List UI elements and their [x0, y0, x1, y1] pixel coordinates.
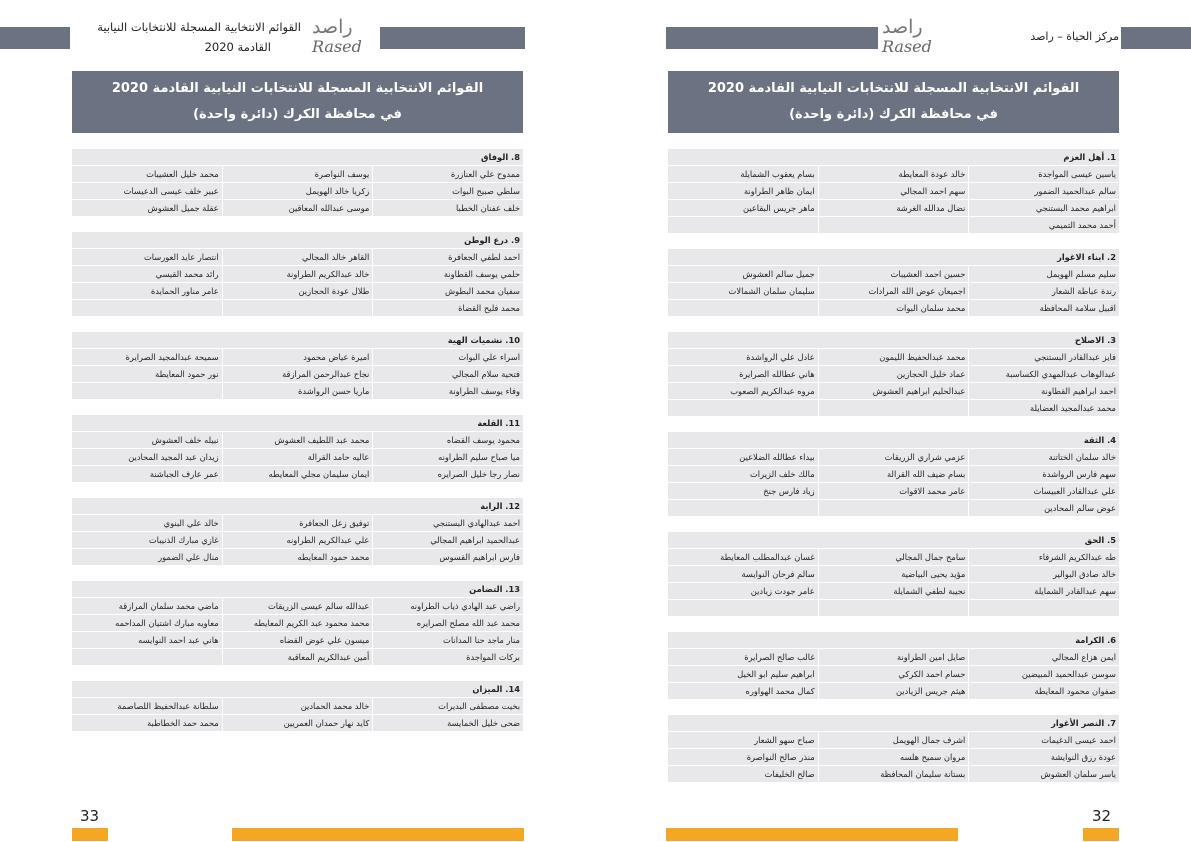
table-row [668, 600, 1119, 616]
candidate-name: محمد حمد الخطاطبة [147, 718, 219, 728]
list-spacer [72, 316, 523, 332]
table-row [72, 383, 523, 399]
table-row [72, 515, 523, 531]
candidate-name: احمد لطفي الجعافرة [372, 249, 523, 265]
candidate-name: عقلة جميل العشوش [147, 203, 219, 213]
table-row [72, 349, 523, 365]
candidate-name: سهم احمد المجالي [818, 183, 969, 199]
candidate-name: محمود يوسف القضاه [372, 432, 523, 448]
candidate-name: سلطانة عبدالحفيظ اللصاصمة [117, 701, 219, 711]
candidate-name: عمر عارف الجباشنة [149, 469, 219, 479]
candidate-name: كايد نهار حمدان العمريين [222, 715, 373, 731]
right-lists-body [668, 133, 1119, 782]
candidate-name: احمد ابراهيم القطاونة [968, 383, 1119, 399]
list-spacer [668, 233, 1119, 249]
table-row [668, 349, 1119, 365]
candidate-name: عبدالحميد ابراهيم المجالي [372, 532, 523, 548]
candidate-name: محمد حمود المعايطه [222, 549, 373, 565]
candidate-name: نور حمود المعايطة [155, 369, 219, 379]
candidate-name: بخيت مصطفى البديرات [372, 698, 523, 714]
table-row [668, 466, 1119, 482]
candidate-name [668, 600, 818, 616]
list-spacer [72, 482, 523, 498]
list-title: 13. التضامن [72, 581, 523, 597]
list-title: 14. الميزان [72, 681, 523, 697]
table-row [72, 615, 523, 631]
list-spacer [668, 516, 1119, 532]
candidate-name: نصار رجا خليل الصرايره [372, 466, 523, 482]
candidate-name: سليمان سلمان الشمالات [728, 286, 815, 296]
candidate-name: فارس ابراهيم القسوس [372, 549, 523, 565]
table-row [668, 400, 1119, 416]
candidate-name: ايمان ظاهر الطراونة [743, 186, 815, 196]
candidate-name [818, 400, 969, 416]
candidate-name [668, 400, 818, 416]
table-row [668, 666, 1119, 682]
list-title: 5. الحق [668, 532, 1119, 548]
candidate-name: عبدالوهاب عبدالمهدي الكساسبة [968, 366, 1119, 382]
candidate-name: عبير خلف عيسى الدعيسات [123, 186, 219, 196]
logo-arabic-text: راصد [312, 16, 353, 38]
candidate-name: نبيله خلف العشوش [151, 435, 219, 445]
table-row [668, 566, 1119, 582]
candidate-name: محمد عبدالحفيظ الليمون [818, 349, 969, 365]
candidate-name: خالد علي البنوي [163, 518, 219, 528]
table-row [72, 698, 523, 714]
candidate-name: أمين عبدالكريم المعاقبة [222, 649, 373, 665]
candidate-name: سميحة عبدالمجيد الصرايرة [125, 352, 219, 362]
left-logo [312, 16, 382, 60]
candidate-name: سالم عبدالحميد الضمور [968, 183, 1119, 199]
candidate-name: صايل امين الطراونة [818, 649, 969, 665]
table-row [668, 683, 1119, 699]
candidate-name: محمد سلمان البوات [818, 300, 969, 316]
table-row [668, 766, 1119, 782]
list-title: 1. أهل العزم [668, 149, 1119, 165]
list-title: 11. القلعة [72, 415, 523, 431]
list-title: 10. نشميات الهية [72, 332, 523, 348]
candidate-name: ياسر سلمان العشوش [968, 766, 1119, 782]
table-title-line2: في محافظة الكرك (دائرة واحدة) [789, 107, 998, 122]
candidate-name: حسين احمد العشيبات [818, 266, 969, 282]
candidate-name: فايز عبدالقادر البستنجي [968, 349, 1119, 365]
candidate-name: عماد خليل الحجازين [818, 366, 969, 382]
candidate-name: محمد عبدالمجيد العضايلة [968, 400, 1119, 416]
candidate-name: كمال محمد الهواوره [745, 686, 815, 696]
left-header-title-line2: القادمة 2020 [204, 40, 271, 54]
candidate-name: حسام احمد الكركي [818, 666, 969, 682]
candidate-name: ايمن هزاع المجالي [968, 649, 1119, 665]
list-title: 3. الاصلاح [668, 332, 1119, 348]
candidate-name: سامح جمال المجالي [818, 549, 969, 565]
table-row [72, 649, 523, 665]
candidate-name: اسراء علي البوات [372, 349, 523, 365]
candidate-name: زياد فارس جنخ [763, 486, 815, 496]
list-spacer [72, 399, 523, 415]
candidate-name: بيداء عطالله الضلاعين [739, 452, 815, 462]
candidate-name: محمد خليل العشيبات [146, 169, 219, 179]
list-spacer [72, 133, 523, 149]
candidate-name: ابراهيم سليم ابو الخيل [737, 669, 815, 679]
table-title-line1: القوائم الانتخابية المسجلة للانتخابات النيابية القادمة 2020 [111, 81, 484, 96]
list-title: 4. الثقة [668, 432, 1119, 448]
candidate-name: بستانة سليمان المحافظة [818, 766, 969, 782]
table-row [72, 366, 523, 382]
table-row [72, 532, 523, 548]
breadcrumb: مركز الحياة – راصد [1030, 30, 1119, 43]
candidate-name: زيدان عبد المجيد المحادين [128, 452, 219, 462]
candidate-name: هاني عطالله الصرايرة [739, 369, 815, 379]
candidate-name: سهم فارس الرواشدة [968, 466, 1119, 482]
candidate-name: غسان عبدالمطلب المعايطة [720, 552, 815, 562]
candidate-name: بسام يعقوب الشمايلة [740, 169, 815, 179]
table-row [668, 500, 1119, 516]
table-row [668, 266, 1119, 282]
candidate-name [72, 649, 222, 665]
list-title: 9. درع الوطن [72, 232, 523, 248]
candidate-name: انتصار عايد العورسات [143, 252, 219, 262]
logo-arabic-text: راصد [882, 16, 923, 38]
candidate-name: ايمان سليمان مجلي المعايطه [222, 466, 373, 482]
candidate-name: سلطي صبيح البوات [372, 183, 523, 199]
candidate-name: احمد عبدالهادي البستنجي [372, 515, 523, 531]
table-row [668, 483, 1119, 499]
candidate-name: علي عبدالقادر العبيسات [968, 483, 1119, 499]
candidate-name: اجميعان عوض الله المرادات [818, 283, 969, 299]
left-page-number: 33 [80, 807, 100, 825]
candidate-name: عبدالله سالم عيسى الزريقات [222, 598, 373, 614]
candidate-name: رندة عباطة الشعار [968, 283, 1119, 299]
candidate-name: ماهر جريس البقاعين [743, 203, 815, 213]
candidate-name: عوض سالم المحادين [968, 500, 1119, 516]
right-logo [882, 16, 952, 60]
candidate-name: مالك خلف الزيرات [750, 469, 815, 479]
candidate-name: سليم مسلم الهويمل [968, 266, 1119, 282]
left-header-bar-left [0, 27, 70, 49]
candidate-name: القاهر خالد المجالي [222, 249, 373, 265]
candidate-name: ميسون علي عوض القضاه [222, 632, 373, 648]
candidate-name: ضحى خليل الخمايسة [372, 715, 523, 731]
candidate-name [668, 300, 818, 316]
table-row [668, 166, 1119, 182]
candidate-name: معاويه مبارك اشتيان المداحمه [115, 618, 219, 628]
candidate-name: أحمد محمد التميمي [968, 217, 1119, 233]
list-spacer [72, 565, 523, 581]
candidate-name: خلف عفنان الخطبا [372, 200, 523, 216]
logo-english-text: Rased [882, 37, 932, 56]
list-spacer [72, 665, 523, 681]
candidate-name: موسى عبدالله المعاقين [222, 200, 373, 216]
table-row [668, 649, 1119, 665]
candidate-name: عاليه حامد القرالة [222, 449, 373, 465]
right-page-number: 32 [1092, 807, 1112, 825]
candidate-name: بسام ضيف الله القرالة [818, 466, 969, 482]
candidate-name [818, 600, 969, 616]
candidate-name [818, 217, 969, 233]
candidate-name: خالد عبدالكريم الطراونة [222, 266, 373, 282]
table-row [72, 449, 523, 465]
table-row [668, 383, 1119, 399]
right-lists-table [668, 71, 1119, 782]
candidate-name: عامر جودت زيادين [750, 586, 815, 596]
list-title: 8. الوفاق [72, 149, 523, 165]
right-footer-bar-small [1083, 828, 1119, 841]
table-row [668, 300, 1119, 316]
candidate-name: مروه عبدالكريم الصعوب [730, 386, 815, 396]
candidate-name: ماريا حسن الرواشدة [222, 383, 373, 399]
table-title-line2: في محافظة الكرك (دائرة واحدة) [193, 107, 402, 122]
right-table-title [668, 71, 1119, 133]
table-row [668, 583, 1119, 599]
left-footer-bar-small [72, 828, 108, 841]
candidate-name: هيثم جريس الزيادين [818, 683, 969, 699]
candidate-name: سهم عبدالقادر الشمايلة [968, 583, 1119, 599]
table-row [668, 217, 1119, 233]
table-row [668, 183, 1119, 199]
candidate-name: خالد عودة المعايطة [818, 166, 969, 182]
left-footer-bar-large [232, 828, 524, 841]
table-row [668, 200, 1119, 216]
list-spacer [72, 216, 523, 232]
candidate-name: زكريا خالد الهويمل [222, 183, 373, 199]
table-row [668, 749, 1119, 765]
candidate-name: مؤيد يحيى البياضية [818, 566, 969, 582]
table-row [668, 366, 1119, 382]
candidate-name: اشرف جمال الهويمل [818, 732, 969, 748]
candidate-name: غالب صالح الصرايرة [744, 652, 815, 662]
list-title: 7. النصر الأغوار [668, 715, 1119, 731]
candidate-name: خالد سلمان الختاتنة [968, 449, 1119, 465]
left-header-bar-right [380, 27, 525, 49]
candidate-name: عامر محمد الاقوات [818, 483, 969, 499]
table-row [72, 183, 523, 199]
table-row [72, 266, 523, 282]
candidate-name: احمد عيسى الدغيمات [968, 732, 1119, 748]
right-header-bar-left [666, 27, 878, 49]
table-row [668, 283, 1119, 299]
candidate-name: سالم فرحان النوايسة [741, 569, 815, 579]
list-spacer [668, 316, 1119, 332]
table-row [72, 466, 523, 482]
candidate-name: صباح سهو الشعار [754, 735, 815, 745]
candidate-name: ماضي محمد سلمان المرازقة [118, 601, 219, 611]
candidate-name: حلمي يوسف القطاونة [372, 266, 523, 282]
table-row [72, 632, 523, 648]
candidate-name: عادل علي الرواشدة [746, 352, 815, 362]
table-row [72, 715, 523, 731]
candidate-name: توفيق زعل الجعافرة [222, 515, 373, 531]
candidate-name: محمد عبد اللطيف العشوش [222, 432, 373, 448]
candidate-name: فتحية سلام المجالي [372, 366, 523, 382]
candidate-name: منذر صالح النواصرة [746, 752, 815, 762]
list-title: 2. ابناء الاغوار [668, 249, 1119, 265]
table-row [72, 432, 523, 448]
table-row [72, 249, 523, 265]
candidate-name: جميل سالم العشوش [742, 269, 815, 279]
list-title: 6. الكرامة [668, 632, 1119, 648]
candidate-name: صالح الخليفات [764, 769, 815, 779]
candidate-name: طه عبدالكريم الشرفاء [968, 549, 1119, 565]
list-title: 12. الراية [72, 498, 523, 514]
list-spacer [668, 133, 1119, 149]
candidate-name: منال علي الضمور [158, 552, 219, 562]
candidate-name [968, 600, 1119, 616]
candidate-name [818, 500, 969, 516]
list-spacer [668, 699, 1119, 715]
candidate-name: مروان سميح هلسه [818, 749, 969, 765]
candidate-name: خالد محمد الحمادين [222, 698, 373, 714]
left-table-title [72, 71, 523, 133]
list-spacer [668, 616, 1119, 632]
candidate-name: نجيبة لطفي الشمايلة [818, 583, 969, 599]
candidate-name: ياسين عيسى المواجدة [968, 166, 1119, 182]
candidate-name: عبدالحليم ابراهيم العشوش [818, 383, 969, 399]
table-row [72, 598, 523, 614]
candidate-name [222, 300, 373, 316]
left-lists-table [72, 71, 523, 731]
table-row [668, 732, 1119, 748]
candidate-name: محمد عبد الله مصلح الصرايره [372, 615, 523, 631]
candidate-name: علي عبدالكريم الطراونه [222, 532, 373, 548]
right-footer-bar-large [666, 828, 958, 841]
table-row [72, 166, 523, 182]
candidate-name: غازي مبارك الذنيبات [148, 535, 219, 545]
left-lists-body [72, 133, 523, 731]
candidate-name [668, 217, 818, 233]
logo-english-text: Rased [312, 37, 362, 56]
candidate-name: محمد محمود عبد الكريم المعايطه [222, 615, 373, 631]
table-title-line1: القوائم الانتخابية المسجلة للانتخابات النيابية القادمة 2020 [707, 81, 1080, 96]
candidate-name: نضال مدالله الغرشة [818, 200, 969, 216]
candidate-name: وفاء يوسف الطراونة [372, 383, 523, 399]
candidate-name: طلال عودة الحجازين [222, 283, 373, 299]
candidate-name: اقبيل سلامة المحافظة [968, 300, 1119, 316]
candidate-name: ابراهيم محمد البستنجي [968, 200, 1119, 216]
candidate-name: راضي عبد الهادي ذياب الطراونه [372, 598, 523, 614]
candidate-name: خالد صادق البوالير [968, 566, 1119, 582]
left-header-title-line1: القوائم الانتخابية المسجلة للانتخابات النيابية [97, 20, 301, 34]
right-header-bar-right [1121, 27, 1191, 49]
candidate-name: سفيان محمد البطوش [372, 283, 523, 299]
candidate-name: عامر مناور الحمايدة [150, 286, 219, 296]
candidate-name: اميرة عياض محمود [222, 349, 373, 365]
candidate-name: عزمي شراري الزريقات [818, 449, 969, 465]
candidate-name: منار ماجد حنا المدانات [372, 632, 523, 648]
table-row [72, 200, 523, 216]
table-row [72, 549, 523, 565]
candidate-name [72, 383, 222, 399]
candidate-name: نجاح عبدالرحمن المرازقة [222, 366, 373, 382]
table-row [72, 283, 523, 299]
candidate-name: عودة رزق النوايشة [968, 749, 1119, 765]
list-spacer [668, 416, 1119, 432]
candidate-name: هاني عبد احمد النوايسه [138, 635, 219, 645]
candidate-name [668, 500, 818, 516]
candidate-name: يوسف النواصرة [222, 166, 373, 182]
candidate-name: سوسن عبدالحميد المبيضين [968, 666, 1119, 682]
candidate-name [72, 300, 222, 316]
table-row [668, 449, 1119, 465]
candidate-name: ممدوح علي العنازرة [372, 166, 523, 182]
table-row [668, 549, 1119, 565]
candidate-name: رائد محمد القيسي [155, 269, 219, 279]
candidate-name: صفوان محمود المعايطة [968, 683, 1119, 699]
candidate-name: ميا صباح سليم الطراونه [372, 449, 523, 465]
table-row [72, 300, 523, 316]
candidate-name: محمد فليح القضاة [372, 300, 523, 316]
candidate-name: بركات المواجدة [372, 649, 523, 665]
